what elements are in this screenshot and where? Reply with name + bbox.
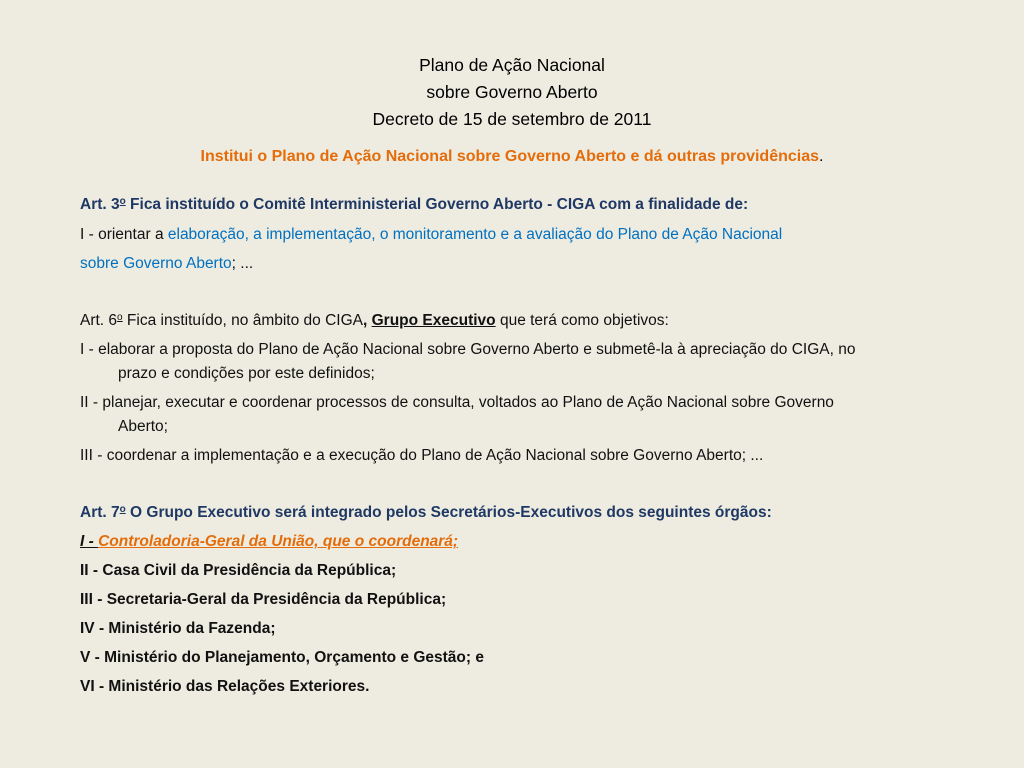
art6-item-1: I - elaborar a proposta do Plano de Ação Nacional sobre Governo Aberto e submetê-la à apreciação do CIGA, no xyxy=(80,341,856,358)
art7-item-6: VI - Ministério das Relações Exteriores. xyxy=(80,678,370,695)
art7-ordinal: o xyxy=(119,504,126,515)
art6-item-2: II - planejar, executar e coordenar processos de consulta, voltados ao Plano de Ação Nacional sobre Governo xyxy=(80,394,834,411)
art3-item1-a: I - orientar a xyxy=(80,226,168,243)
art3-prefix: Art. 3 xyxy=(80,196,120,213)
art7-item-2: II - Casa Civil da Presidência da República; xyxy=(80,562,397,579)
decree-summary-text: Institui o Plano de Ação Nacional sobre Governo Aberto e dá outras providências xyxy=(200,148,820,165)
title-line-2: sobre Governo Aberto xyxy=(426,82,598,102)
art7-heading xyxy=(80,504,772,522)
art7-item-4: IV - Ministério da Fazenda; xyxy=(80,620,276,637)
art6-heading xyxy=(80,312,669,330)
art7-item1-a: I - xyxy=(80,533,99,550)
art6-prefix: Art. 6 xyxy=(80,312,118,329)
art6-text-d: que terá como objetivos: xyxy=(495,312,669,329)
art3-item1-b: elaboração, a implementação, o monitoramento e a avaliação do Plano de Ação Nacional xyxy=(167,226,783,243)
art6-ordinal: o xyxy=(117,312,123,323)
title-line-1: Plano de Ação Nacional xyxy=(419,55,605,75)
art7-item-1 xyxy=(80,533,458,551)
art6-item-1-cont: prazo e condições por este definidos; xyxy=(118,365,375,382)
art6-item-3: III - coordenar a implementação e a execução do Plano de Ação Nacional sobre Governo Aberto; ... xyxy=(80,447,764,464)
art7-item-3: III - Secretaria-Geral da Presidência da República; xyxy=(80,591,447,608)
art3-ordinal: o xyxy=(119,196,126,207)
art3-text-b: - CIGA com a finalidade de: xyxy=(542,196,749,213)
slide-title xyxy=(0,52,1024,133)
art3-text-a: Fica instituído o Comitê Interministerial Governo Aberto xyxy=(125,196,543,213)
art3-item-1-cont xyxy=(80,255,253,273)
art6-item-2-cont: Aberto; xyxy=(118,418,168,435)
art6-text-c: Grupo Executivo xyxy=(371,312,496,329)
art6-text-a: Fica instituído, no âmbito do CIGA xyxy=(122,312,363,329)
art3-item1-d: ; ... xyxy=(231,255,254,272)
art6-text-b: , xyxy=(362,312,372,329)
art7-item1-b: Controladoria-Geral da União, que o coordenará; xyxy=(98,533,459,550)
art3-item1-c: sobre Governo Aberto xyxy=(80,255,232,272)
art7-prefix: Art. 7 xyxy=(80,504,120,521)
art3-heading xyxy=(80,196,748,214)
art7-item-5: V - Ministério do Planejamento, Orçamento e Gestão; e xyxy=(80,649,484,666)
art7-text: O Grupo Executivo será integrado pelos Secretários-Executivos dos seguintes órgãos: xyxy=(125,504,772,521)
art3-item-1 xyxy=(80,226,782,244)
decree-summary-period: . xyxy=(819,148,824,165)
decree-summary xyxy=(0,148,1024,166)
title-line-3: Decreto de 15 de setembro de 2011 xyxy=(372,109,652,129)
